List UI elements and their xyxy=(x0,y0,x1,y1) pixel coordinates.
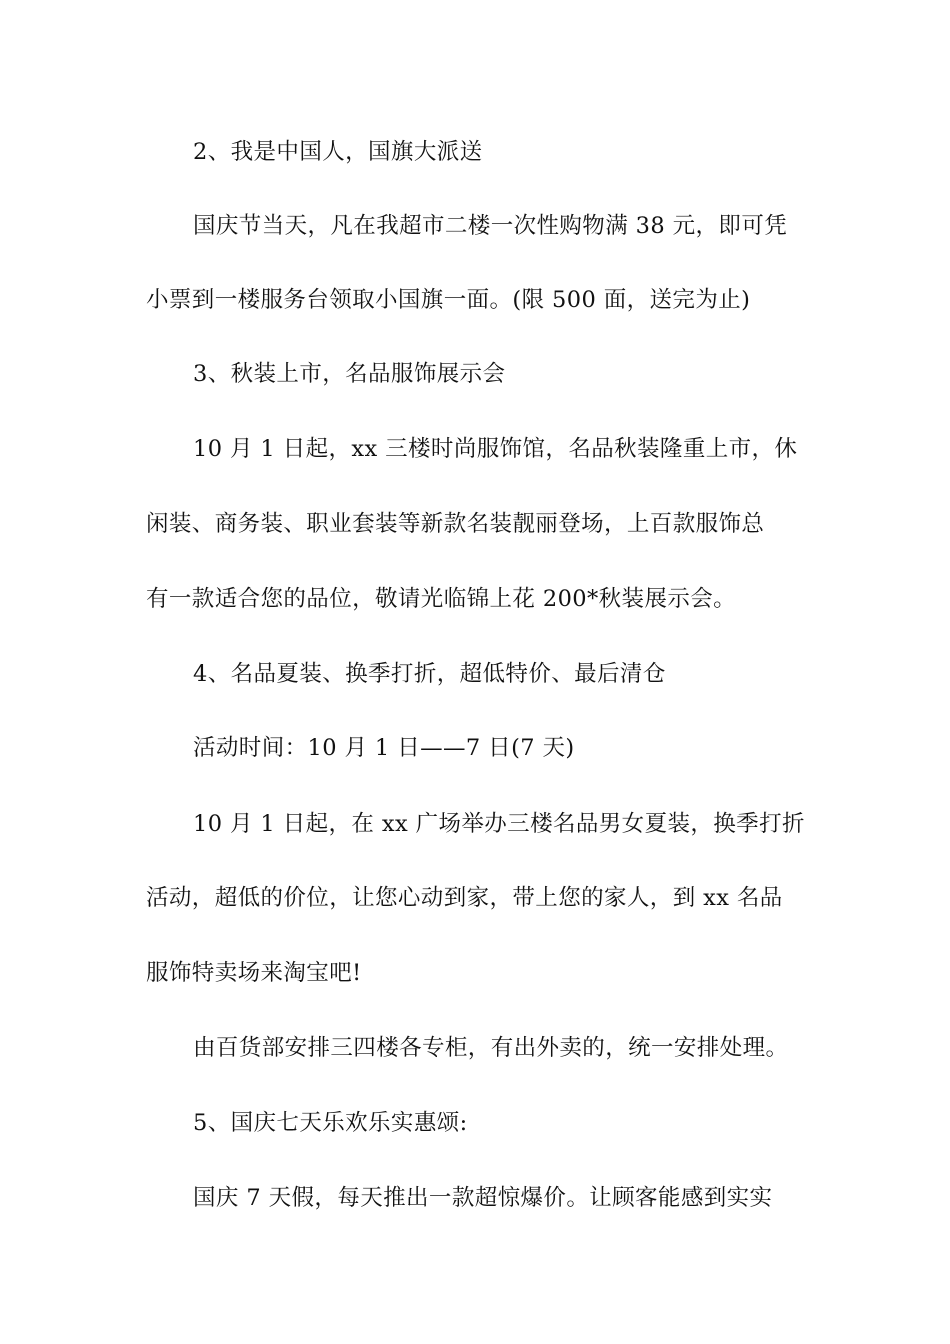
paragraph-line: 由百货部安排三四楼各专柜，有出外卖的，统一安排处理。 xyxy=(193,1035,789,1061)
section-heading-summer-clearance: 4、名品夏装、换季打折，超低特价、最后清仓 xyxy=(193,661,666,687)
paragraph-line: 活动时间：10 月 1 日——7 日(7 天) xyxy=(193,735,575,761)
paragraph-line: 服饰特卖场来淘宝吧! xyxy=(146,960,362,986)
paragraph-line: 闲装、商务装、职业套装等新款名装靓丽登场，上百款服饰总 xyxy=(146,511,765,537)
paragraph-line: 国庆节当天，凡在我超市二楼一次性购物满 38 元，即可凭 xyxy=(193,213,788,239)
paragraph-line: 有一款适合您的品位，敬请光临锦上花 200*秋装展示会。 xyxy=(146,586,737,612)
paragraph-line: 国庆 7 天假，每天推出一款超惊爆价。让顾客能感到实实 xyxy=(193,1185,773,1211)
section-heading-flag-giveaway: 2、我是中国人，国旗大派送 xyxy=(193,139,483,165)
paragraph-line: 活动，超低的价位，让您心动到家，带上您的家人，到 xx 名品 xyxy=(146,885,783,911)
section-heading-national-day-week: 5、国庆七天乐欢乐实惠颂: xyxy=(193,1110,468,1136)
paragraph-line: 10 月 1 日起，在 xx 广场举办三楼名品男女夏装，换季打折 xyxy=(193,811,805,837)
paragraph-line: 小票到一楼服务台领取小国旗一面。(限 500 面，送完为止) xyxy=(146,287,751,313)
paragraph-line: 10 月 1 日起，xx 三楼时尚服饰馆，名品秋装隆重上市，休 xyxy=(193,436,798,462)
section-heading-autumn-fashion: 3、秋装上市，名品服饰展示会 xyxy=(193,361,506,387)
